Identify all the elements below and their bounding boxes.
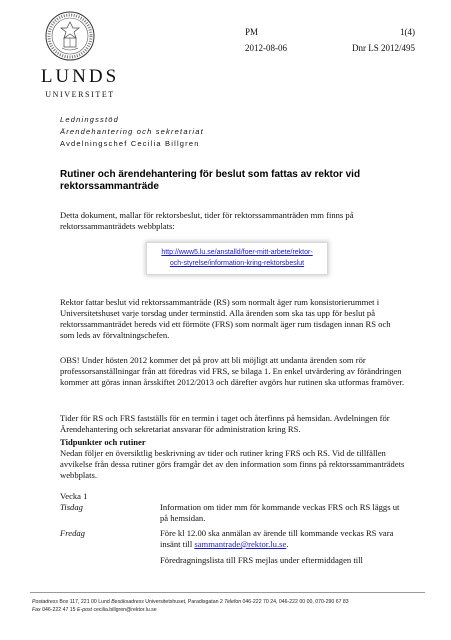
footer-email-value: cecilia.billgren@rektor.lu.se [92,607,157,613]
footer-line-1 [32,598,349,606]
schedule-friday-text [160,528,405,550]
section-heading: Tidpunkter och rutiner [60,437,146,447]
link-box [146,242,328,275]
friday-text-end: . [286,539,289,549]
schedule-final-text: Föredragningslista till FRS mejlas under eftermiddagen till [160,555,363,565]
email-link[interactable]: sammantrade@rektor.lu.se [194,539,287,549]
rektor-paragraph: Rektor fattar beslut vid rektorssammanträde (RS) som normalt äger rum konsistorierummet i Universitetshuset varje torsdag under terminstid. Alla ärenden som ska tas upp för beslut på rektorssammanträdet bereds vid ett förmöte (FRS) som normalt äger rum tisdagen innan RS och som leds av förvaltningschefen. [60,297,391,340]
footer [32,598,349,614]
university-seal-icon [44,10,96,62]
doc-reference: Dnr LS 2012/495 [352,43,415,53]
link-line-1[interactable]: http://www5.lu.se/anstalld/foer-mitt-arbete/rektor- [161,249,313,256]
footer-phone-value: 046-222 70 24, 046-222 00 00, 070-290 67 83 [241,599,349,605]
sender-person: Avdelningschef Cecilia Billgren [60,139,200,148]
footer-postal-label: Postadress [32,599,58,605]
sender-unit: Ledningsstöd [60,115,120,124]
page-number: 1(4) [400,27,415,37]
schedule-tuesday-text: Information om tider mm för kommande veckas FRS och RS läggs ut på hemsidan. [160,502,400,523]
footer-postal-value: Box 117, 221 00 Lund [57,599,112,605]
intro-paragraph: Detta dokument, mallar för rektorsbeslut, tider för rektorssammanträden mm finns på rektorssammanträdets webbplats: [60,210,354,231]
logo-wordmark: LUNDS [40,66,120,87]
schedule-week: Vecka 1 [60,491,88,501]
sender-department: Ärendehantering och sekretariat [60,127,204,136]
footer-visit-label: Besöksadress [111,599,144,605]
webpage-link[interactable] [147,247,327,269]
tider-paragraph: Tider för RS och FRS fastställs för en termin i taget och återfinns på hemsidan. Avdelningen för Ärendehantering och sekretariat ansvarar för administration kring RS. [60,413,390,434]
footer-fax-value: 046-222 47 15 [40,607,77,613]
obs-paragraph: OBS! Under hösten 2012 kommer det på prov att bli möjligt att undanta ärenden som rör professorsanställningar från att föredras vid FRS, se bilaga 1. En enkel utvärdering av förändringen kommer att göras innan årsskiftet 2012/2013 och därefter avgörs hur rutinen ska utformas framöver. [60,355,405,387]
doc-type: PM [245,27,259,37]
footer-fax-label: Fax [32,607,41,613]
document-title: Rutiner och ärendehantering för beslut som fattas av rektor vid rektorssammanträde [60,169,361,192]
footer-line-2 [32,606,349,614]
sender-block [60,114,204,150]
logo-subtitle: UNIVERSITET [45,90,115,99]
schedule-day-tuesday: Tisdag [60,502,83,512]
link-line-2[interactable]: och-styrelse/information-kring-rektorsbeslut [169,260,305,267]
schedule-day-friday: Fredag [60,528,85,538]
footer-email-label: E-post [77,607,92,613]
footer-divider [30,592,425,593]
doc-date: 2012-08-06 [245,43,287,53]
footer-phone-label: Telefon [224,599,242,605]
rutiner-paragraph: Nedan följer en översiktlig beskrivning av tider och rutiner kring FRS och RS. Vid de tillfällen avvikelse från dessa rutiner görs framgår det av den information som finns på rektorssammanträdets webbplats. [60,448,405,480]
friday-text-body: Före kl 12.00 ska anmälan av ärende till kommande veckas RS vara insänt till [160,528,394,549]
footer-visit-value: Universitetshuset, Paradisgatan 2 [143,599,225,605]
